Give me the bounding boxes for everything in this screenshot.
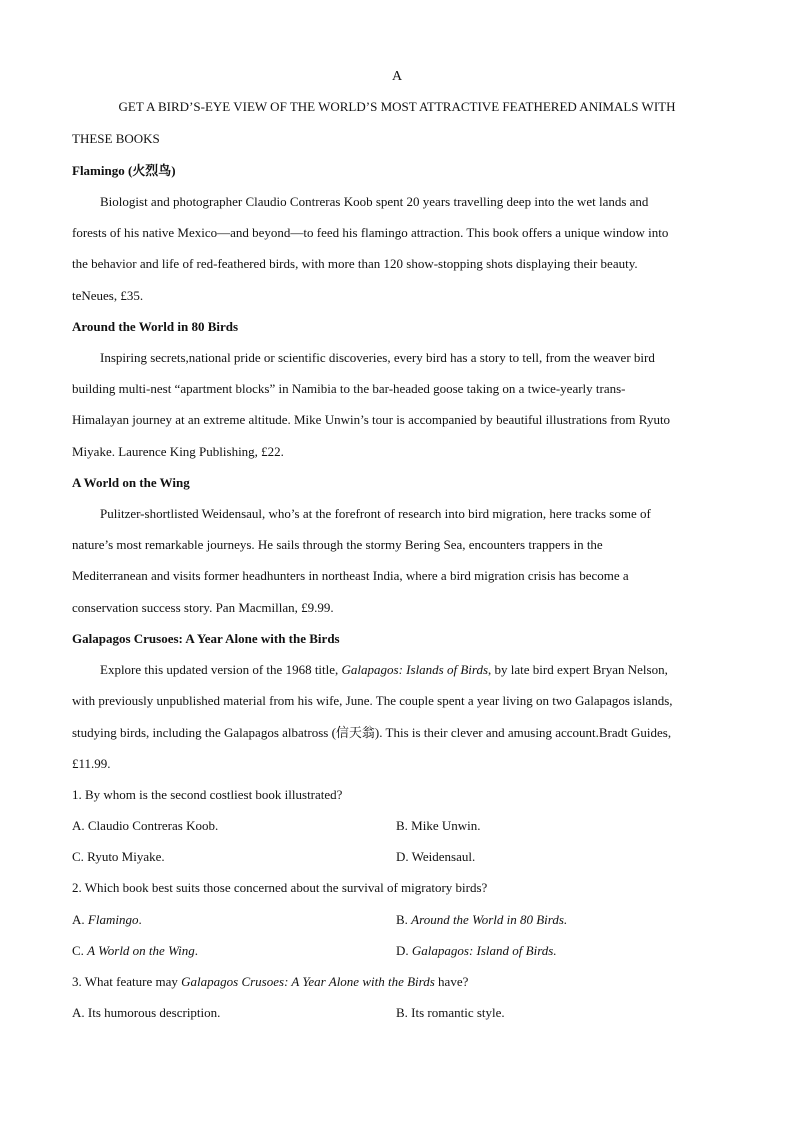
question-2-stem: 2. Which book best suits those concerned about the survival of migratory birds? (72, 880, 488, 895)
option-prefix: C. (72, 943, 88, 958)
book-text-line: with previously unpublished material from his wife, June. The couple spent a year living on two Galapagos islands, (72, 693, 673, 708)
option-prefix: B. (396, 912, 412, 927)
q3-option-b: B. Its romantic style. (396, 1005, 505, 1020)
text-segment: Explore this updated version of the 1968 title, (100, 662, 342, 677)
q1-option-a: A. Claudio Contreras Koob. (72, 818, 219, 833)
q2-option-b (396, 912, 567, 928)
q3-option-a: A. Its humorous description. (72, 1005, 221, 1020)
book-text-line: Himalayan journey at an extreme altitude. Mike Unwin’s tour is accompanied by beautiful illustrations from Ryuto (72, 412, 671, 427)
q1-option-d: D. Weidensaul. (396, 849, 476, 864)
option-title: A World on the Wing (87, 943, 195, 958)
q2-option-c (72, 943, 198, 959)
q1-option-c: C. Ryuto Miyake. (72, 849, 165, 864)
book-text-line: Inspiring secrets,national pride or scientific discoveries, every bird has a story to tell, from the weaver bird (100, 350, 655, 365)
q2-option-d (396, 943, 557, 959)
option-period: . (138, 912, 142, 927)
q2-option-a (72, 912, 142, 928)
book-text-line: Pulitzer-shortlisted Weidensaul, who’s at the forefront of research into bird migration, here tracks some of (100, 506, 651, 521)
book-title-world-on-the-wing: A World on the Wing (72, 475, 190, 490)
option-title: Around the World in 80 Birds (411, 912, 564, 927)
option-prefix: D. (396, 943, 412, 958)
question-1-stem: 1. By whom is the second costliest book illustrated? (72, 787, 343, 802)
option-period: . (553, 943, 557, 958)
book-text-line: Biologist and photographer Claudio Contreras Koob spent 20 years travelling deep into the wet lands and (100, 194, 649, 209)
italic-title: Galapagos Crusoes: A Year Alone with the Birds (181, 974, 435, 989)
book-title-around-the-world: Around the World in 80 Birds (72, 319, 239, 334)
option-prefix: A. (72, 912, 88, 927)
option-period: . (194, 943, 199, 958)
book-text-line: teNeues, £35. (72, 288, 144, 303)
book-text-line: forests of his native Mexico—and beyond—to feed his flamingo attraction. This book offers a unique window into (72, 225, 669, 240)
book-text-line: the behavior and life of red-feathered birds, with more than 120 show-stopping shots displaying their beauty. (72, 256, 638, 271)
text-segment: have? (434, 974, 469, 989)
text-segment: 3. What feature may (72, 974, 182, 989)
book-text-line: Miyake. Laurence King Publishing, £22. (72, 444, 284, 459)
option-period: . (563, 912, 568, 927)
book-text-line: nature’s most remarkable journeys. He sails through the stormy Bering Sea, encounters trappers in the (72, 537, 603, 552)
option-title: Flamingo (87, 912, 139, 927)
option-title: Galapagos: Island of Birds (411, 943, 554, 958)
book-text-line: conservation success story. Pan Macmillan, £9.99. (72, 600, 334, 615)
section-letter: A (391, 69, 403, 84)
title-line-1: GET A BIRD’S-EYE VIEW OF THE WORLD’S MOST ATTRACTIVE FEATHERED ANIMALS WITH (118, 99, 676, 114)
book-title-galapagos-crusoes: Galapagos Crusoes: A Year Alone with the Birds (72, 631, 340, 646)
book-text-line (100, 662, 668, 678)
text-segment: , by late bird expert Bryan Nelson, (488, 662, 668, 677)
title-line-2: THESE BOOKS (72, 131, 160, 146)
book-text-line: £11.99. (72, 756, 111, 771)
q1-option-b: B. Mike Unwin. (396, 818, 481, 833)
book-text-line: studying birds, including the Galapagos albatross (信天翁). This is their clever and amusing account.Bradt Guides, (72, 725, 672, 740)
book-text-line: building multi-nest “apartment blocks” in Namibia to the bar-headed goose taking on a twice-yearly trans- (72, 381, 626, 396)
book-title-flamingo: Flamingo (火烈鸟) (72, 163, 176, 178)
italic-title: Galapagos: Islands of Birds (341, 662, 489, 677)
question-3-stem (72, 974, 468, 990)
book-text-line: Mediterranean and visits former headhunters in northeast India, where a bird migration crisis has become a (72, 568, 629, 583)
